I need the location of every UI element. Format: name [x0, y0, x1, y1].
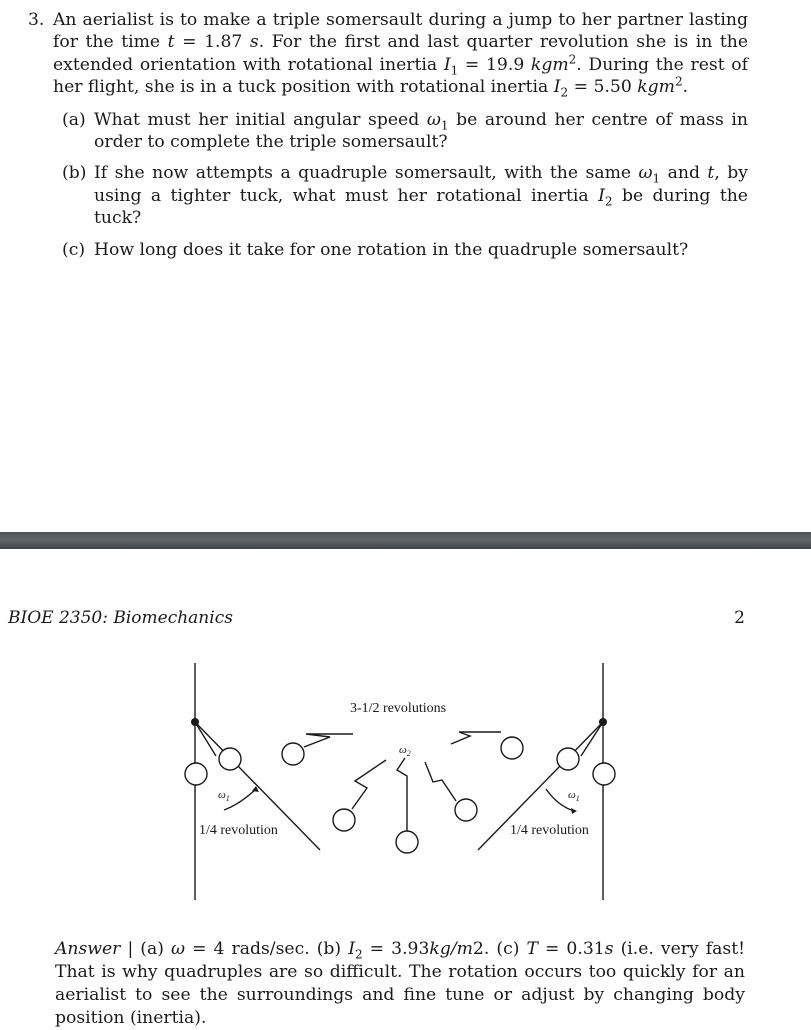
tuck-figure-bottom [397, 758, 407, 833]
label-left-quarter-revolution: 1/4 revolution [199, 823, 278, 838]
label-omega2: $\omega_2$ [399, 744, 411, 758]
left-arm-a [195, 722, 216, 756]
somersault-figure-svg [170, 658, 630, 908]
part-a: (a) What must her initial angular speed $\omega_1$ be around her centre of mass in order to complete the triple somersault? [62, 109, 749, 153]
label-3-1-2-revolutions: 3-1/2 revolutions [350, 701, 447, 716]
left-head-a [219, 748, 241, 770]
right-arm-a [581, 722, 603, 756]
right-arrow-head [571, 808, 577, 814]
page-number: 2 [734, 608, 745, 628]
part-label: (c) [62, 239, 86, 260]
problem-number: 3. [28, 10, 45, 30]
tuck-head-right-top [501, 737, 523, 759]
page-divider [0, 532, 811, 549]
problem-parts [62, 109, 748, 261]
tuck-figure-right-mid [425, 762, 456, 801]
left-head-b [185, 763, 207, 785]
tuck-figure-right-top [451, 732, 501, 744]
label-omega1-left: $\omega_1$ [218, 789, 230, 803]
part-label: (b) [62, 163, 87, 184]
tuck-head-bottom [396, 831, 418, 853]
part-b: (b) If she now attempts a quadruple somersault, with the same $\omega_1$ and t, by using a tighter tuck, what must her rotational inertia $I_2$ be during the tuck? [62, 163, 748, 229]
tuck-head-left-top [282, 743, 304, 765]
running-head: BIOE 2350: Biomechanics [8, 608, 233, 628]
problem-3 [28, 9, 748, 270]
answer-block: Answer | (a) ω = 4 rads/sec. (b) $I_2 = 3.93kg/m2$. (c) T = 0.31s (i.e. very fast! That is why quadruples are so difficult. The rotation occurs too quickly for an aerialist to see the surroundings and fine tune or adjust by changing body position (inertia). [55, 939, 746, 1028]
tuck-figure-left-top [304, 734, 353, 747]
right-head-a [557, 748, 579, 770]
part-c: (c) How long does it take for one rotation in the quadruple somersault? [62, 239, 689, 260]
somersault-diagram [170, 658, 630, 908]
tuck-head-right-mid [455, 799, 477, 821]
label-omega1-right: $\omega_1$ [568, 789, 580, 803]
label-right-quarter-revolution: 1/4 revolution [510, 823, 589, 838]
problem-stem: An aerialist is to make a triple somersault during a jump to her partner lasting for the time t = 1.87 s. For the first and last quarter revolution she is in the extended orientation with rotational inertia $I_1 = 19.9$ kgm$^2$. During the rest of her flight, she is in a tuck position with rotational inertia $I_2 = 5.50$ kgm$^2$. [53, 10, 748, 100]
right-head-b [593, 763, 615, 785]
part-label: (a) [62, 109, 86, 130]
answer-lead: Answer [55, 939, 121, 959]
tuck-head-left-mid [333, 809, 355, 831]
tuck-figure-left-mid [352, 760, 386, 809]
